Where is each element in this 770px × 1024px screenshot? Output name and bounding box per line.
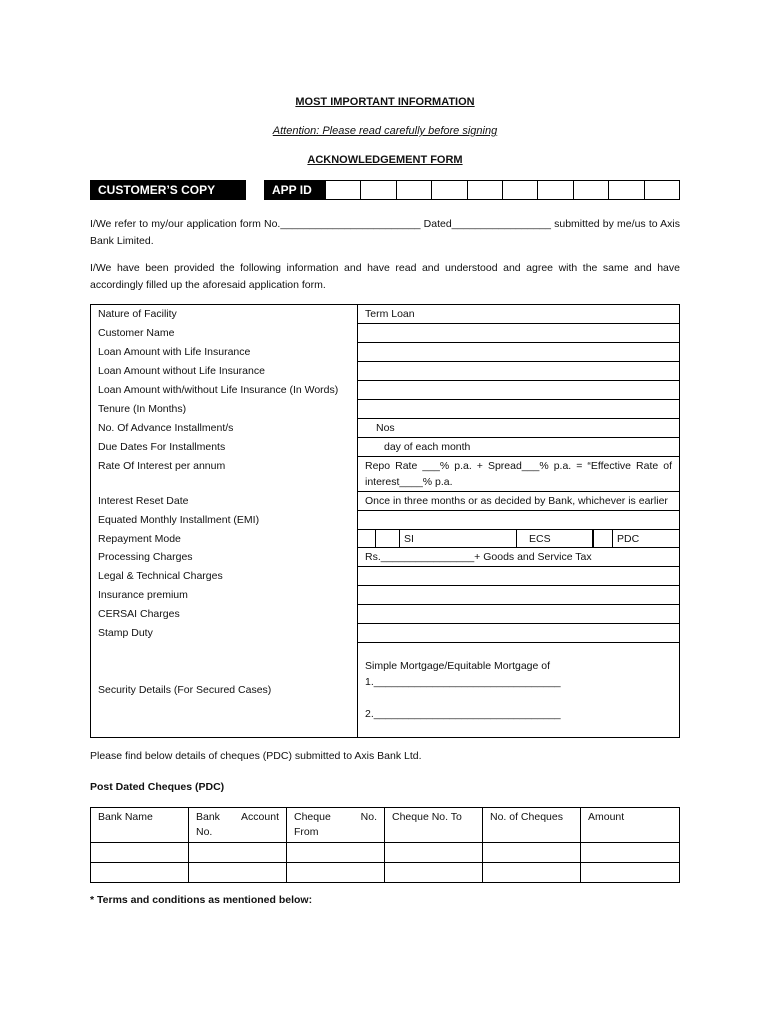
form-title: ACKNOWLEDGEMENT FORM	[307, 154, 463, 166]
label-advance: No. Of Advance Installment/s	[91, 419, 358, 438]
agreement-paragraph: I/We have been provided the following information and have read and understood and agree with the same and have accordingly filled up the aforesaid application form.	[90, 262, 680, 291]
customer-copy-label: CUSTOMER’S COPY	[90, 180, 246, 200]
value-cersai[interactable]	[358, 605, 680, 624]
label-due: Due Dates For Installments	[91, 438, 358, 457]
value-insurance[interactable]	[358, 586, 680, 605]
value-with-ins[interactable]	[358, 343, 680, 362]
label-security: Security Details (For Secured Cases)	[91, 643, 358, 738]
reference-paragraph: I/We refer to my/our application form No.________________________ Dated_________________ submitted by me/us to Axis Bank Limited.	[90, 218, 680, 247]
col-no-cheques: No. of Cheques	[483, 808, 581, 843]
label-words: Loan Amount with/without Life Insurance (In Words)	[91, 381, 358, 400]
label-insurance: Insurance premium	[91, 586, 358, 605]
label-reset: Interest Reset Date	[91, 492, 358, 511]
pdc-table	[90, 807, 680, 883]
attention-note: Attention: Please read carefully before signing	[272, 125, 498, 137]
value-stamp[interactable]	[358, 624, 680, 643]
repay-si-label: SI	[400, 530, 517, 547]
label-tenure: Tenure (In Months)	[91, 400, 358, 419]
label-customer: Customer Name	[91, 324, 358, 343]
value-due: day of each month	[358, 438, 680, 457]
copy-bar	[90, 180, 680, 200]
col-cheque-to: Cheque No. To	[385, 808, 483, 843]
col-bank-name: Bank Name	[91, 808, 189, 843]
pdc-heading: Post Dated Cheques (PDC)	[90, 781, 225, 793]
value-legal[interactable]	[358, 567, 680, 586]
repay-checkbox-1[interactable]	[358, 530, 376, 547]
value-customer[interactable]	[358, 324, 680, 343]
cheque-note: Please find below details of cheques (PDC) submitted to Axis Bank Ltd.	[90, 750, 422, 762]
label-legal: Legal & Technical Charges	[91, 567, 358, 586]
value-words[interactable]	[358, 381, 680, 400]
label-processing: Processing Charges	[91, 548, 358, 567]
repay-pdc-label: PDC	[617, 533, 640, 545]
value-nature: Term Loan	[358, 305, 680, 324]
security-heading: Simple Mortgage/Equitable Mortgage of	[365, 659, 551, 672]
label-with-ins: Loan Amount with Life Insurance	[91, 343, 358, 362]
label-stamp: Stamp Duty	[91, 624, 358, 643]
app-id-boxes[interactable]	[325, 180, 680, 200]
facility-info-table	[90, 304, 680, 738]
repay-ecs-label: ECS	[525, 530, 593, 547]
value-tenure[interactable]	[358, 400, 680, 419]
value-without-ins[interactable]	[358, 362, 680, 381]
security-line-2[interactable]: 2.________________________________	[365, 707, 561, 720]
security-line-1[interactable]: 1.________________________________	[365, 675, 561, 688]
repay-checkbox-pdc[interactable]	[593, 530, 613, 547]
table-row	[91, 863, 680, 883]
label-repay: Repayment Mode	[91, 530, 358, 548]
value-security	[358, 643, 680, 738]
value-emi[interactable]	[358, 511, 680, 530]
label-rate: Rate Of Interest per annum	[91, 457, 358, 492]
page-title: MOST IMPORTANT INFORMATION	[295, 96, 475, 108]
value-rate: Repo Rate ___% p.a. + Spread___% p.a. = “Effective Rate of interest____% p.a.	[358, 457, 680, 492]
value-reset: Once in three months or as decided by Bank, whichever is earlier	[358, 492, 680, 511]
terms-heading: * Terms and conditions as mentioned below:	[90, 894, 313, 906]
value-processing: Rs.________________+ Goods and Service Tax	[358, 548, 680, 567]
label-nature: Nature of Facility	[91, 305, 358, 324]
value-repay	[358, 530, 680, 548]
repay-checkbox-si[interactable]	[376, 530, 400, 547]
value-advance: Nos	[358, 419, 680, 438]
col-account-no: Bank Account No.	[189, 808, 287, 843]
col-amount: Amount	[581, 808, 680, 843]
col-cheque-from: Cheque No. From	[287, 808, 385, 843]
app-id-label: APP ID	[264, 180, 325, 200]
label-cersai: CERSAI Charges	[91, 605, 358, 624]
label-without-ins: Loan Amount without Life Insurance	[91, 362, 358, 381]
label-emi: Equated Monthly Installment (EMI)	[91, 511, 358, 530]
table-row	[91, 843, 680, 863]
